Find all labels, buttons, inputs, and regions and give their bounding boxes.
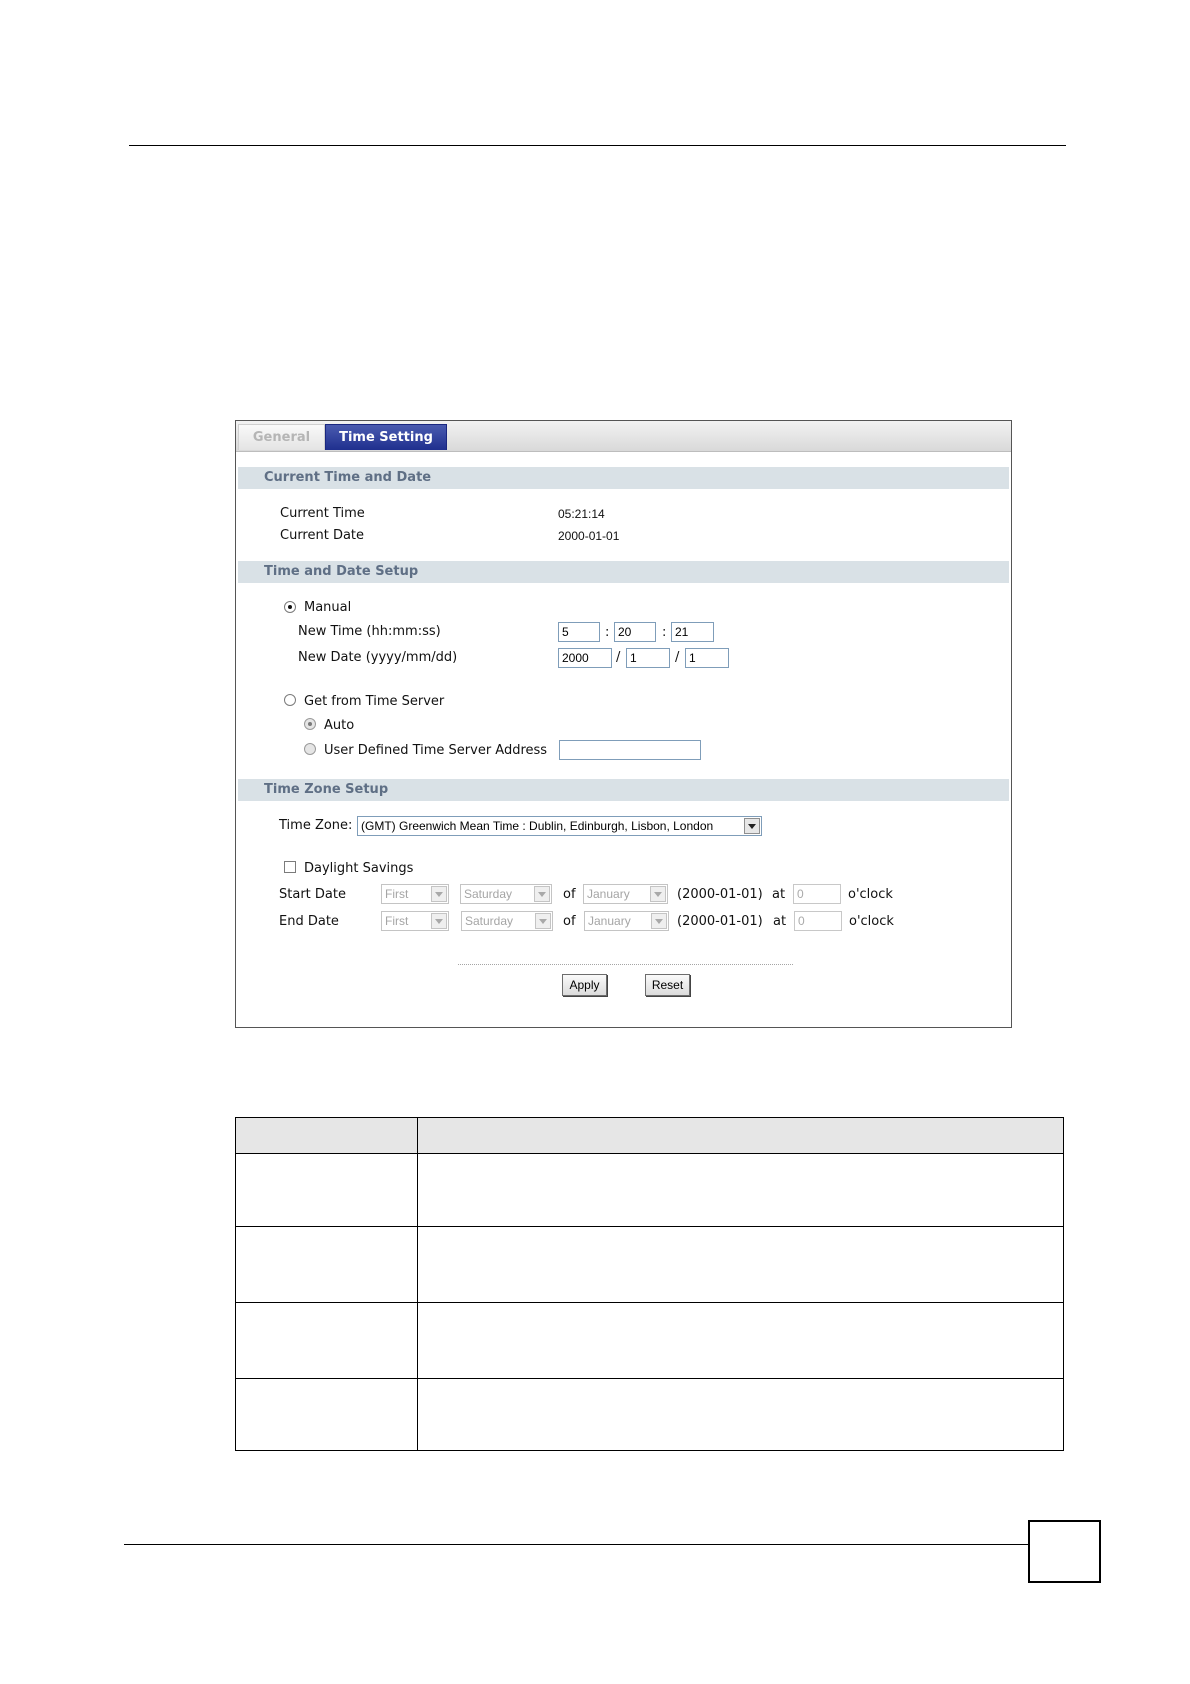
chevron-down-icon (744, 818, 760, 834)
chevron-down-icon (534, 886, 550, 902)
time-zone-value: (GMT) Greenwich Mean Time : Dublin, Edinburgh, Lisbon, London (361, 819, 714, 833)
section-time-date-setup: Time and Date Setup (238, 561, 1009, 583)
time-separator: : (662, 625, 667, 640)
manual-label: Manual (304, 600, 352, 615)
daylight-savings-checkbox[interactable] (284, 861, 296, 873)
tab-general[interactable]: General (238, 424, 325, 450)
end-week-select[interactable] (381, 911, 449, 931)
end-month-select[interactable] (584, 911, 669, 931)
start-week-select[interactable] (381, 884, 449, 904)
end-hour-input[interactable]: 0 (794, 911, 842, 931)
date-separator: / (616, 650, 621, 665)
time-setting-screen (235, 420, 1012, 1028)
chevron-down-icon (535, 913, 551, 929)
of-label: of (563, 887, 576, 902)
new-time-label: New Time (hh:mm:ss) (298, 624, 441, 639)
section-current-time-date: Current Time and Date (238, 467, 1009, 489)
section-time-zone-setup: Time Zone Setup (238, 779, 1009, 801)
header-rule (129, 145, 1066, 146)
end-date-hint: (2000-01-01) (677, 914, 763, 929)
server-address-input[interactable] (559, 740, 701, 760)
end-weekday-value: Saturday (465, 914, 514, 928)
table-row-divider (236, 1302, 1063, 1303)
footer-rule (124, 1544, 1028, 1545)
minute-input[interactable]: 20 (614, 622, 656, 642)
current-date-value: 2000-01-01 (558, 529, 620, 543)
of-label: of (563, 914, 576, 929)
apply-button[interactable]: Apply (562, 974, 607, 996)
start-date-label: Start Date (279, 887, 346, 902)
time-server-radio[interactable] (284, 694, 296, 706)
tab-time-setting[interactable]: Time Setting (325, 424, 447, 450)
time-zone-select[interactable] (357, 816, 762, 836)
tab-bar (236, 421, 1011, 452)
month-input[interactable]: 1 (626, 648, 670, 668)
page-number-box (1028, 1520, 1101, 1583)
new-date-label: New Date (yyyy/mm/dd) (298, 650, 458, 665)
description-table (235, 1117, 1064, 1451)
reset-button[interactable]: Reset (645, 974, 690, 996)
current-time-value: 05:21:14 (558, 507, 605, 521)
start-hour-input[interactable]: 0 (793, 884, 841, 904)
oclock-label: o'clock (849, 914, 894, 929)
chevron-down-icon (650, 886, 666, 902)
start-month-select[interactable] (583, 884, 668, 904)
date-separator: / (675, 650, 680, 665)
table-header (236, 1118, 1063, 1154)
user-defined-server-label: User Defined Time Server Address (324, 743, 548, 758)
chevron-down-icon (431, 913, 447, 929)
time-server-label: Get from Time Server (304, 694, 445, 709)
start-weekday-select[interactable] (460, 884, 552, 904)
time-zone-label: Time Zone: (279, 818, 353, 833)
end-week-value: First (385, 914, 409, 928)
user-defined-server-radio[interactable] (304, 743, 316, 755)
auto-radio[interactable] (304, 718, 316, 730)
table-row-divider (236, 1226, 1063, 1227)
start-date-hint: (2000-01-01) (677, 887, 763, 902)
day-input[interactable]: 1 (685, 648, 729, 668)
end-date-label: End Date (279, 914, 339, 929)
current-date-label: Current Date (280, 528, 365, 543)
end-month-value: January (588, 914, 631, 928)
oclock-label: o'clock (848, 887, 893, 902)
time-separator: : (605, 625, 610, 640)
hour-input[interactable]: 5 (558, 622, 600, 642)
start-month-value: January (587, 887, 630, 901)
current-time-label: Current Time (280, 506, 365, 521)
divider (458, 964, 793, 965)
at-label: at (772, 887, 786, 902)
end-weekday-select[interactable] (461, 911, 553, 931)
start-week-value: First (385, 887, 409, 901)
auto-label: Auto (324, 718, 355, 733)
second-input[interactable]: 21 (671, 622, 714, 642)
year-input[interactable]: 2000 (558, 648, 612, 668)
manual-radio[interactable] (284, 601, 296, 613)
table-column-divider (417, 1118, 418, 1450)
at-label: at (773, 914, 787, 929)
table-row-divider (236, 1378, 1063, 1379)
chevron-down-icon (431, 886, 447, 902)
start-weekday-value: Saturday (464, 887, 513, 901)
chevron-down-icon (651, 913, 667, 929)
daylight-savings-label: Daylight Savings (304, 861, 414, 876)
